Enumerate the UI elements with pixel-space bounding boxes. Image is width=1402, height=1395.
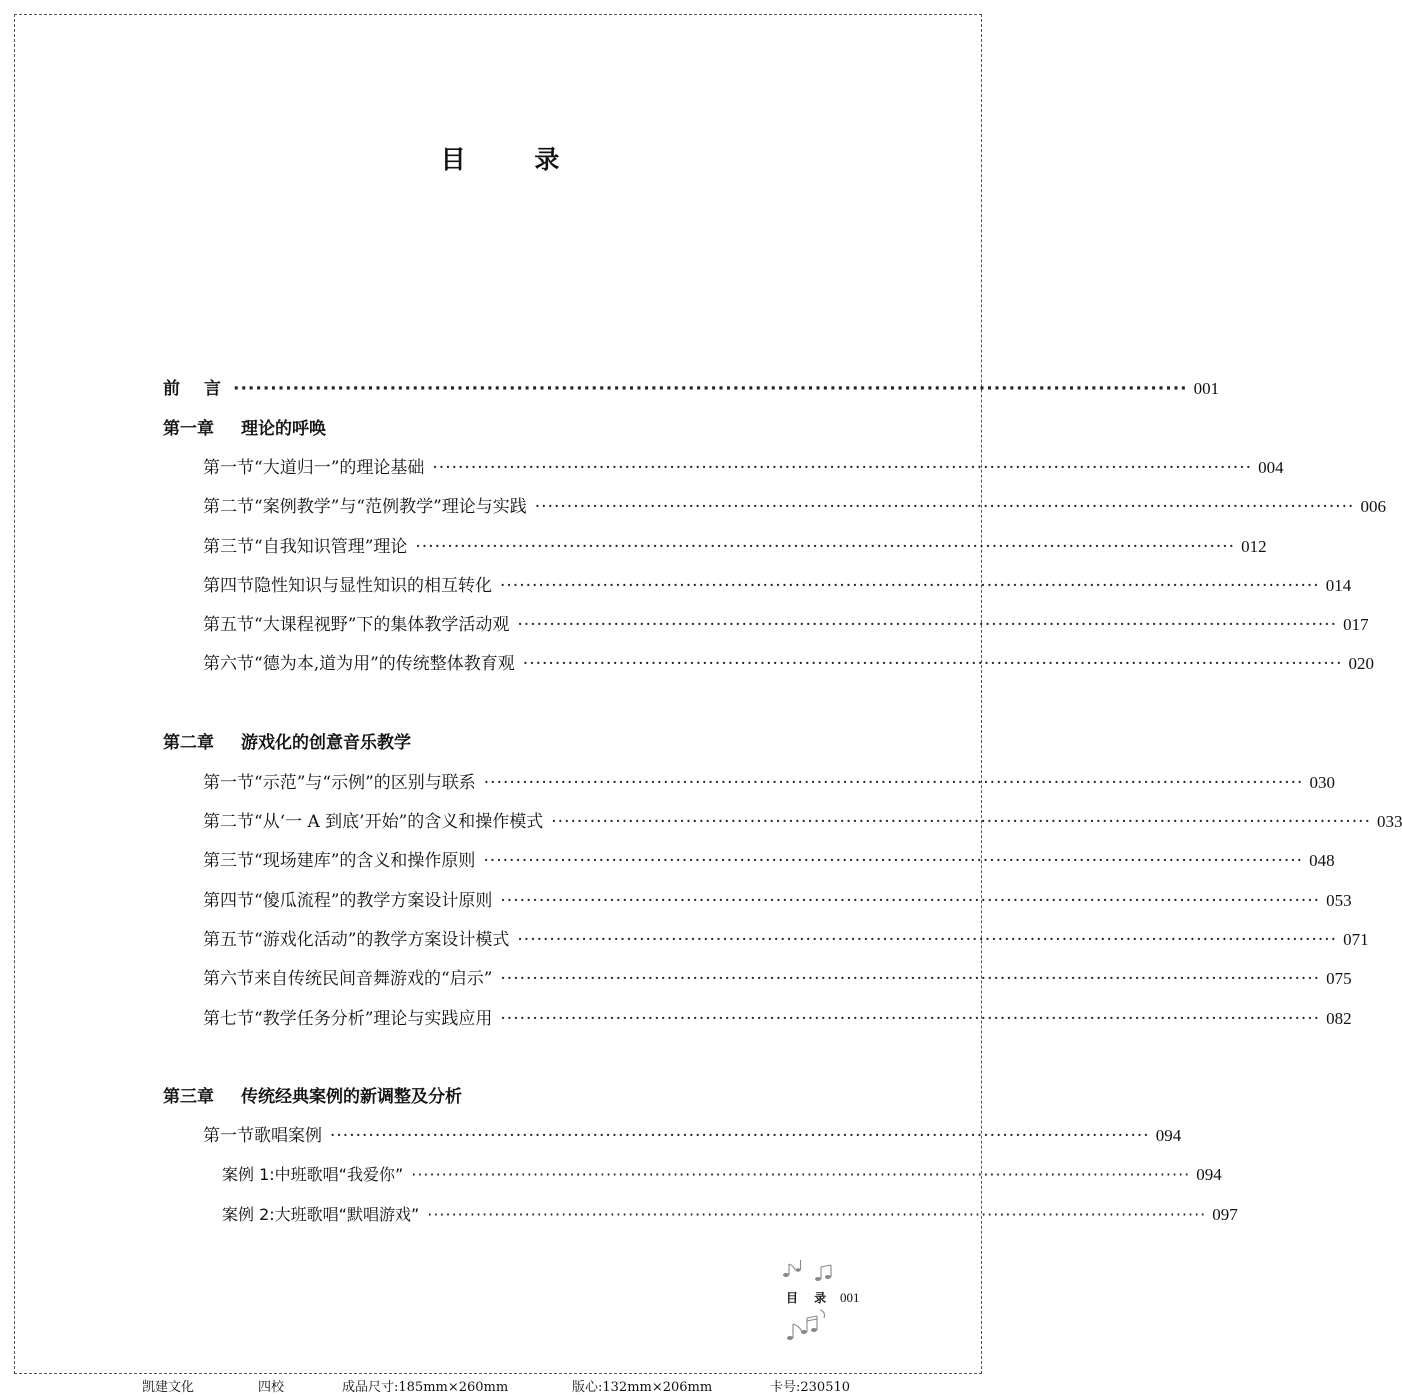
section-label: 第一节 bbox=[203, 1126, 254, 1146]
section-label: 第一节 bbox=[203, 458, 254, 478]
page-number: 033 bbox=[1376, 812, 1402, 831]
section-title: “从‘一 A 到底’开始”的含义和操作模式 bbox=[254, 812, 544, 832]
page-number: 030 bbox=[1309, 773, 1335, 792]
section-title: “现场建库”的含义和操作原则 bbox=[254, 851, 476, 871]
page-title: 目 录 bbox=[440, 145, 590, 174]
leader-dots: ································································································································ bbox=[483, 851, 1304, 871]
leader-dots: ································································································································ bbox=[551, 812, 1371, 832]
page-number: 048 bbox=[1309, 851, 1335, 870]
section-label: 第二节 bbox=[203, 497, 254, 517]
leader-dots: ································································································································ bbox=[427, 1205, 1207, 1224]
publisher: 凯建文化 bbox=[142, 1380, 195, 1395]
toc-section[interactable] bbox=[203, 496, 1386, 518]
section-title: 隐性知识与显性知识的相互转化 bbox=[254, 576, 492, 596]
page-number: 006 bbox=[1360, 497, 1386, 516]
toc-section[interactable] bbox=[203, 890, 1352, 912]
section-label: 第五节 bbox=[203, 615, 254, 635]
section-title: “傻瓜流程”的教学方案设计原则 bbox=[254, 891, 493, 911]
toc-section[interactable] bbox=[203, 457, 1284, 479]
page-number: 082 bbox=[1326, 1009, 1352, 1028]
section-label: 第六节 bbox=[203, 969, 254, 989]
toc-case[interactable] bbox=[222, 1204, 1238, 1226]
leader-dots: ································································································································ bbox=[432, 458, 1253, 478]
card-number: 卡号:230510 bbox=[770, 1380, 851, 1395]
toc-section[interactable] bbox=[203, 1125, 1182, 1147]
section-label: 第三节 bbox=[203, 537, 254, 557]
running-footer bbox=[786, 1289, 860, 1306]
section-label: 第六节 bbox=[203, 654, 254, 674]
chapter-heading[interactable] bbox=[163, 418, 326, 440]
section-title: “德为本,道为用”的传统整体教育观 bbox=[254, 654, 515, 674]
page-number: 097 bbox=[1212, 1205, 1238, 1224]
leader-dots: ································································································································ bbox=[411, 1165, 1191, 1184]
proof-stage: 四校 bbox=[258, 1380, 285, 1395]
page-number: 020 bbox=[1348, 654, 1374, 673]
section-title: “大课程视野”下的集体教学活动观 bbox=[254, 615, 510, 635]
leader-dots: ································································································································ bbox=[500, 1009, 1321, 1029]
leader-dots: ································································································································ bbox=[500, 891, 1321, 911]
page-number: 053 bbox=[1326, 891, 1352, 910]
section-title: “教学任务分析”理论与实践应用 bbox=[254, 1009, 493, 1029]
section-label: 第五节 bbox=[203, 930, 254, 950]
chapter-label: 第一章 bbox=[163, 419, 214, 439]
case-title: 案例 2:大班歌唱“默唱游戏” bbox=[222, 1205, 420, 1224]
leader-dots: ································································································································ bbox=[500, 576, 1320, 596]
toc-section[interactable] bbox=[203, 811, 1402, 833]
page-number: 017 bbox=[1343, 615, 1369, 634]
section-label: 第七节 bbox=[203, 1009, 254, 1029]
toc-section[interactable] bbox=[203, 772, 1335, 794]
toc-section[interactable] bbox=[203, 968, 1352, 990]
chapter-title: 游戏化的创意音乐教学 bbox=[241, 733, 411, 753]
toc-section[interactable] bbox=[203, 929, 1369, 951]
leader-dots: ································································································································ bbox=[330, 1126, 1150, 1146]
page-number: 071 bbox=[1343, 930, 1369, 949]
section-title: 来自传统民间音舞游戏的“启示” bbox=[254, 969, 493, 989]
finished-size: 成品尺寸:185mm×260mm bbox=[342, 1380, 509, 1395]
toc-section[interactable] bbox=[203, 536, 1267, 558]
footer-section: 目 录 bbox=[786, 1291, 833, 1305]
toc-section[interactable] bbox=[203, 653, 1374, 675]
print-info-line bbox=[0, 1376, 1000, 1393]
toc-case[interactable] bbox=[222, 1164, 1222, 1186]
leader-dots: ································································································································ bbox=[233, 379, 1188, 399]
section-label: 第四节 bbox=[203, 891, 254, 911]
page-number: 012 bbox=[1241, 537, 1267, 556]
page-number: 004 bbox=[1258, 458, 1284, 477]
section-title: 歌唱案例 bbox=[254, 1126, 322, 1146]
leader-dots: ································································································································ bbox=[522, 654, 1343, 674]
toc-section[interactable] bbox=[203, 575, 1352, 597]
page-number: 014 bbox=[1325, 576, 1352, 595]
leader-dots: ································································································································ bbox=[534, 497, 1355, 517]
chapter-label: 第二章 bbox=[163, 733, 214, 753]
section-title: “示范”与“示例”的区别与联系 bbox=[254, 773, 476, 793]
leader-dots: ································································································································ bbox=[483, 773, 1304, 793]
leader-dots: ································································································································ bbox=[517, 930, 1338, 950]
toc-section[interactable] bbox=[203, 614, 1369, 636]
page-number: 094 bbox=[1196, 1165, 1222, 1184]
section-title: “案例教学”与“范例教学”理论与实践 bbox=[254, 497, 527, 517]
section-label: 第二节 bbox=[203, 812, 254, 832]
page-number: 075 bbox=[1326, 969, 1352, 988]
chapter-label: 第三章 bbox=[163, 1087, 214, 1107]
leader-dots: ································································································································ bbox=[500, 969, 1321, 989]
section-title: “大道归一”的理论基础 bbox=[254, 458, 425, 478]
leader-dots: ································································································································ bbox=[415, 537, 1236, 557]
leader-dots: ································································································································ bbox=[517, 615, 1338, 635]
chapter-heading[interactable] bbox=[163, 732, 411, 754]
page-number: 001 bbox=[1193, 379, 1220, 398]
section-title: “游戏化活动”的教学方案设计模式 bbox=[254, 930, 510, 950]
section-label: 第一节 bbox=[203, 773, 254, 793]
case-title: 案例 1:中班歌唱“我爱你” bbox=[222, 1165, 404, 1184]
toc-section[interactable] bbox=[203, 850, 1335, 872]
toc-section[interactable] bbox=[203, 1008, 1352, 1030]
section-title: “自我知识管理”理论 bbox=[254, 537, 408, 557]
type-area: 版心:132mm×206mm bbox=[572, 1380, 713, 1395]
footer-page-number: 001 bbox=[840, 1290, 860, 1305]
page-number: 094 bbox=[1155, 1126, 1182, 1145]
toc-preface[interactable] bbox=[163, 378, 1220, 400]
chapter-title: 传统经典案例的新调整及分析 bbox=[241, 1087, 462, 1107]
section-label: 第三节 bbox=[203, 851, 254, 871]
preface-label: 前言 bbox=[163, 379, 245, 399]
chapter-heading[interactable] bbox=[163, 1086, 462, 1108]
chapter-title: 理论的呼唤 bbox=[241, 419, 326, 439]
section-label: 第四节 bbox=[203, 576, 254, 596]
